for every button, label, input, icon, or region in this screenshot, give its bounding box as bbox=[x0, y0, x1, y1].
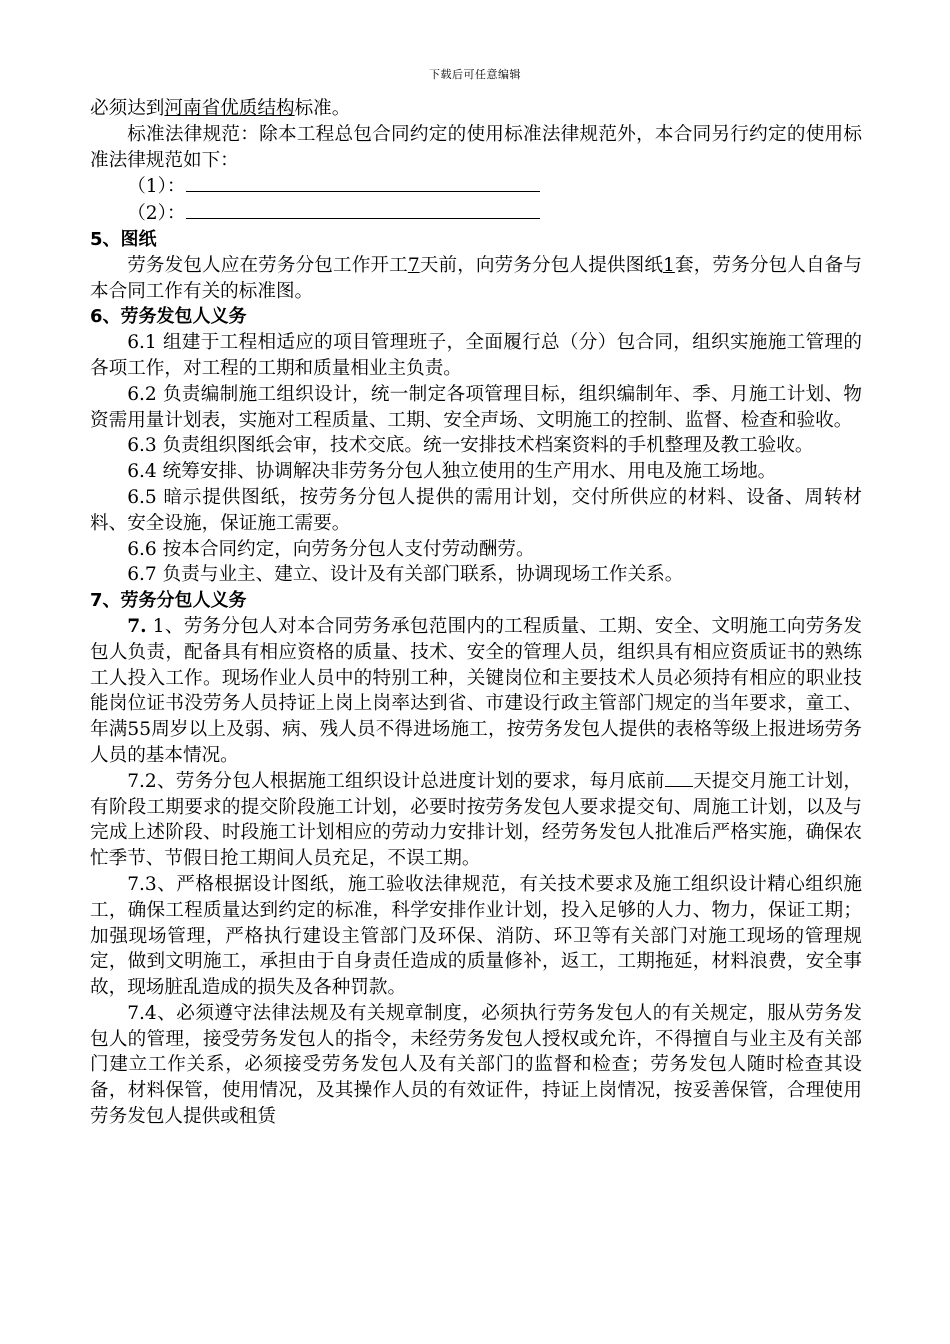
blank-item-2 bbox=[90, 200, 862, 227]
text: 天提交月施工计划，有阶段工期要求的提交阶段施工计划，必要时按劳务发包人要求提交旬、周施工计划，以及与完成上述阶段、时段施工计划相应的劳动力安排计划，经劳务发包人批准后严格实施，确保农忙季节、节假日抢工期间人员充足，不误工期。 bbox=[90, 770, 862, 870]
clause-6-4: 6.4 统筹安排、协调解决非劳务分包人独立使用的生产用水、用电及施工场地。 bbox=[127, 461, 777, 483]
paragraph-standard-requirement bbox=[90, 96, 862, 122]
page-header: 下载后可任意编辑 bbox=[429, 68, 521, 81]
item-label: （2）： bbox=[127, 203, 186, 225]
blank-days bbox=[665, 770, 693, 787]
text: 标准。 bbox=[294, 98, 351, 119]
clause-6-3: 6.3 负责组织图纸会审，技术交底。统一安排技术档案资料的手机整理及教工验收。 bbox=[127, 435, 814, 457]
section-heading-6: 6、劳务发包人义务 bbox=[90, 306, 247, 328]
document-body bbox=[90, 96, 862, 1130]
clause-number: 7. bbox=[127, 615, 147, 637]
text: 套，劳务分包人自备与本合同工作有关的标准图。 bbox=[90, 254, 862, 302]
clause-7-2 bbox=[90, 769, 862, 872]
text: 1、劳务分包人对本合同劳务承包范围内的工程质量、工期、安全、文明施工向劳务发包人负责，配备具有相应资格的质量、技术、安全的管理人员，组织具有相应资质证书的熟练工人投入工作。现场作业人员中的特别工种，关键岗位和主要技术人员必须持有相应的职业技能岗位证书没劳务人员持证上岗上岗率达到省、市建设行政主管部门规定的当年要求，童工、年满55周岁以上及弱、病、残人员不得进场施工，按劳务发包人提供的表格等级上报进场劳务人员的基本情况。 bbox=[90, 615, 862, 766]
days-value: 7 bbox=[407, 254, 420, 276]
paragraph-standards: 标准法律规范：除本工程总包合同约定的使用标准法律规范外，本合同另行约定的使用标准法律规范如下： bbox=[90, 123, 862, 171]
blank-line bbox=[186, 173, 540, 192]
blank-line bbox=[186, 200, 540, 219]
text: 天前，向劳务分包人提供图纸 bbox=[419, 254, 664, 276]
clause-6-1: 6.1 组建于工程相适应的项目管理班子，全面履行总（分）包合同，组织实施施工管理的各项工作，对工程的工期和质量相业主负责。 bbox=[90, 332, 862, 379]
clause-7-1 bbox=[90, 614, 862, 769]
clause-7-4: 7.4、必须遵守法律法规及有关规章制度，必须执行劳务发包人的有关规定，服从劳务发包人的管理，接受劳务发包人的指令，未经劳务发包人授权或允许，不得擅自与业主及有关部门建立工作关系，必须接受劳务发包人及有关部门的监督和检查；劳务发包人随时检查其设备，材料保管，使用情况，及其操作人员的有效证件，持证上岗情况，按妥善保管，合理使用劳务发包人提供或租赁 bbox=[90, 1002, 862, 1128]
paragraph-drawings bbox=[90, 253, 862, 305]
underlined-text: 河南省优质结构 bbox=[164, 98, 295, 119]
text: 7.2、劳务分包人根据施工组织设计总进度计划的要求，每月底前 bbox=[127, 770, 665, 792]
clause-7-3: 7.3、严格根据设计图纸，施工验收法律规范，有关技术要求及施工组织设计精心组织施工，确保工程质量达到约定的标准，科学安排作业计划，投入足够的人力、物力，保证工期；加强现场管理，严格执行建设主管部门及环保、消防、环卫等有关部门对施工现场的管理规定，做到文明施工，承担由于自身责任造成的质量修补，返工，工期拖延，材料浪费，安全事故，现场脏乱造成的损失及各种罚款。 bbox=[90, 873, 862, 999]
text: 劳务发包人应在劳务分包工作开工 bbox=[127, 254, 408, 276]
item-label: （1）： bbox=[127, 176, 186, 198]
clause-6-5: 6.5 暗示提供图纸，按劳务分包人提供的需用计划，交付所供应的材料、设备、周转材料、安全设施，保证施工需要。 bbox=[90, 486, 862, 534]
blank-item-1 bbox=[90, 173, 862, 200]
section-heading-5: 5、图纸 bbox=[90, 228, 157, 250]
clause-6-2: 6.2 负责编制施工组织设计，统一制定各项管理目标，组织编制年、季、月施工计划、物资需用量计划表，实施对工程质量、工期、安全声场、文明施工的控制、监督、检查和验收。 bbox=[90, 383, 862, 431]
text: 必须达到 bbox=[90, 98, 165, 119]
sets-value: 1 bbox=[663, 254, 675, 276]
section-heading-7: 7、劳务分包人义务 bbox=[90, 590, 247, 612]
clause-6-7: 6.7 负责与业主、建立、设计及有关部门联系，协调现场工作关系。 bbox=[127, 564, 684, 586]
clause-6-6: 6.6 按本合同约定，向劳务分包人支付劳动酬劳。 bbox=[127, 538, 535, 560]
